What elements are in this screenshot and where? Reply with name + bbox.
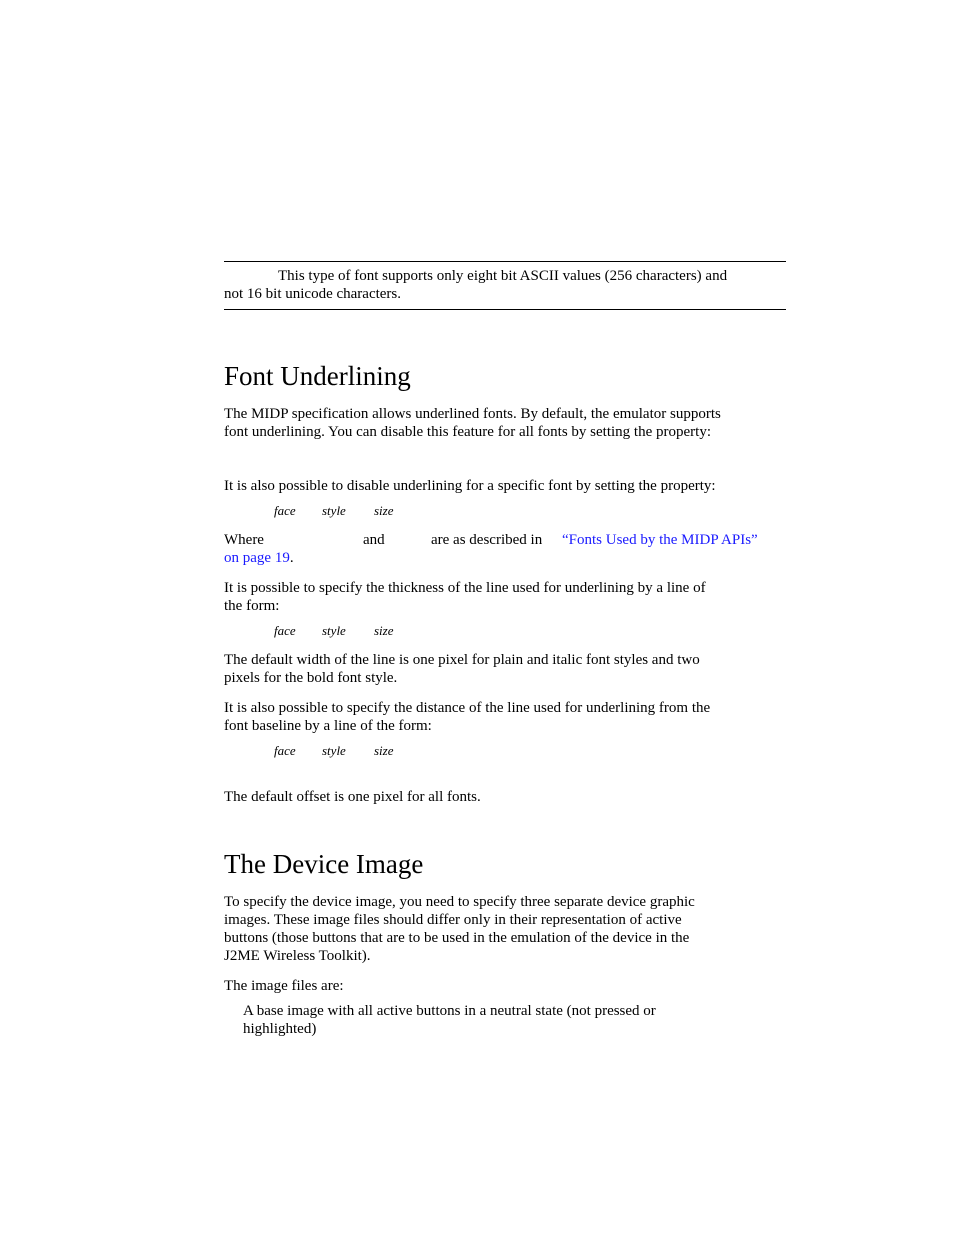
are-described-text: are as described in: [431, 532, 543, 548]
cross-reference-link[interactable]: “Fonts Used by the MIDP APIs”: [562, 532, 758, 548]
code-param-face: face: [274, 623, 296, 638]
list-item-line: highlighted): [243, 1021, 317, 1037]
code-param-size: size: [374, 623, 394, 638]
paragraph-line: buttons (those buttons that are to be used in the emulation of the device in the: [224, 930, 690, 946]
code-param-face: face: [274, 743, 296, 758]
where-word: Where: [224, 532, 264, 548]
code-param-face: face: [274, 503, 296, 518]
xref-line-2: [224, 549, 294, 567]
paragraph-line: J2ME Wireless Toolkit).: [224, 948, 371, 964]
paragraph-line: To specify the device image, you need to specify three separate device graphic: [224, 894, 695, 910]
paragraph-line: images. These image files should differ only in their representation of active: [224, 912, 682, 928]
code-param-style: style: [322, 503, 346, 518]
note-text-line-1: This type of font supports only eight bit ASCII values (256 characters) and: [278, 268, 728, 284]
cross-reference-link-page[interactable]: on page 19: [224, 550, 290, 566]
code-param-size: size: [374, 743, 394, 758]
paragraph-line: The MIDP specification allows underlined fonts. By default, the emulator supports: [224, 406, 721, 422]
section-heading-font-underlining: Font Underlining: [224, 361, 411, 391]
paragraph-line: font underlining. You can disable this feature for all fonts by setting the property:: [224, 424, 711, 440]
paragraph-line: It is possible to specify the thickness of the line used for underlining by a line of: [224, 580, 706, 596]
paragraph-line: It is also possible to specify the distance of the line used for underlining from the: [224, 700, 711, 716]
note-top-rule: [224, 261, 786, 262]
code-param-style: style: [322, 623, 346, 638]
paragraph-line: The image files are:: [224, 978, 344, 994]
paragraph-line: It is also possible to disable underlining for a specific font by setting the property:: [224, 478, 716, 494]
paragraph-line: pixels for the bold font style.: [224, 670, 398, 686]
paragraph-line: The default offset is one pixel for all fonts.: [224, 789, 481, 805]
note-text-line-2: not 16 bit unicode characters.: [224, 286, 402, 302]
note-bottom-rule: [224, 309, 786, 310]
section-heading-device-image: The Device Image: [224, 849, 424, 879]
and-word: and: [363, 532, 385, 548]
code-param-size: size: [374, 503, 394, 518]
paragraph-line: font baseline by a line of the form:: [224, 718, 432, 734]
paragraph-line: the form:: [224, 598, 280, 614]
sentence-period: .: [289, 550, 294, 566]
code-param-style: style: [322, 743, 346, 758]
paragraph-line: The default width of the line is one pixel for plain and italic font styles and two: [224, 652, 700, 668]
list-item-line: A base image with all active buttons in a neutral state (not pressed or: [243, 1003, 656, 1019]
